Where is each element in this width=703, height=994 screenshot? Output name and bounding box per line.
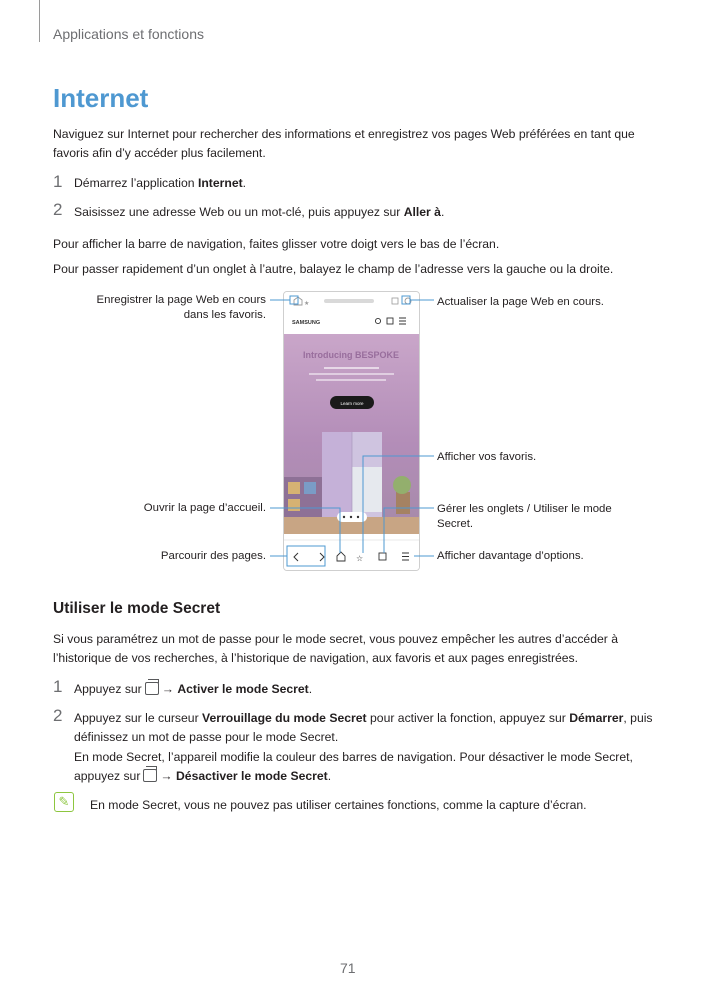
callout-bookmark-line2: dans les favoris. xyxy=(183,309,266,321)
page-number: 71 xyxy=(340,960,356,976)
step-text-post: . xyxy=(440,205,445,219)
secret-heading: Utiliser le mode Secret xyxy=(53,600,221,617)
step-text-bold: Internet xyxy=(197,176,243,190)
tip-paragraph: Pour passer rapidement d’un onglet à l’autre, balayez le champ de l’adresse vers la gauche ou la droite. xyxy=(53,262,614,276)
secret-step2-text xyxy=(74,709,654,747)
callout-more: Afficher davantage d’options. xyxy=(437,550,584,562)
step-number: 1 xyxy=(53,677,63,696)
site-brand: SAMSUNG xyxy=(292,320,321,326)
step-number: 2 xyxy=(53,706,63,725)
callout-home: Ouvrir la page d’accueil. xyxy=(143,502,266,514)
step-text-post: . xyxy=(308,682,313,696)
step-text-bold: Désactiver le mode Secret xyxy=(175,769,328,783)
callout-browse: Parcourir des pages. xyxy=(160,550,266,562)
arrow: → xyxy=(160,769,173,783)
note-pencil-icon: ✎ xyxy=(54,792,74,812)
step-text-post: , puis définissez un mot de passe pour le mode Secret. xyxy=(74,711,653,744)
secret-intro: Si vous paramétrez un mot de passe pour le mode secret, vous pouvez empêcher les autres d’accéder à l’historique de vos recherches, à l’historique de navigation, aux favoris et aux pages enregistrées. xyxy=(53,632,618,665)
page-title: Internet xyxy=(53,83,149,113)
hero-button-label: Learn more xyxy=(340,401,364,406)
step-text-extra: En mode Secret, l’appareil modifie la couleur des barres de navigation. Pour désactiver le mode Secret, appuyez sur xyxy=(74,750,633,783)
section-label: Applications et fonctions xyxy=(53,26,204,42)
star-icon: ★ xyxy=(304,301,310,307)
secret-step2-extra xyxy=(74,748,654,786)
favorite-icon: ☆ xyxy=(356,554,364,563)
callout-bookmark xyxy=(70,293,266,323)
tip-paragraph: Pour afficher la barre de navigation, faites glisser votre doigt vers le bas de l’écran. xyxy=(53,237,500,251)
callout-bookmark-line1: Enregistrer la page Web en cours xyxy=(96,294,266,306)
step-text-bold: Aller à xyxy=(403,205,441,219)
step-text-pre: Appuyez sur xyxy=(74,682,142,696)
step-text-end: . xyxy=(327,769,332,783)
callout-tabs-line1: Gérer les onglets / Utiliser le mode xyxy=(437,503,612,515)
callout-tabs-line2: Secret. xyxy=(437,518,474,530)
tabs-icon xyxy=(145,682,159,695)
note-text: En mode Secret, vous ne pouvez pas utiliser certaines fonctions, comme la capture d’écran. xyxy=(90,798,587,812)
hero-headline: Introducing BESPOKE xyxy=(302,350,400,360)
callout-refresh: Actualiser la page Web en cours. xyxy=(437,296,604,308)
step-number: 1 xyxy=(53,172,63,191)
step-text-post: . xyxy=(242,176,247,190)
arrow: → xyxy=(161,682,174,696)
step-text-pre: Appuyez sur le curseur xyxy=(74,711,203,725)
step-text-mid: pour activer la fonction, appuyez sur xyxy=(366,711,570,725)
secret-step1-text xyxy=(74,680,654,699)
step-text-bold: Activer le mode Secret xyxy=(177,682,309,696)
step-text-bold: Verrouillage du mode Secret xyxy=(202,711,367,725)
callout-tabs xyxy=(437,502,637,532)
step-text-bold: Démarrer xyxy=(569,711,624,725)
callout-favorites: Afficher vos favoris. xyxy=(437,451,537,463)
step-number: 2 xyxy=(53,200,63,219)
step-text-pre: Saisissez une adresse Web ou un mot-clé, puis appuyez sur xyxy=(74,205,404,219)
intro-paragraph: Naviguez sur Internet pour rechercher des informations et enregistrez vos pages Web préférées en tant que favoris afin d’y accéder plus facilement. xyxy=(53,127,635,160)
tabs-icon xyxy=(143,769,157,782)
step-text-pre: Démarrez l’application xyxy=(74,176,198,190)
